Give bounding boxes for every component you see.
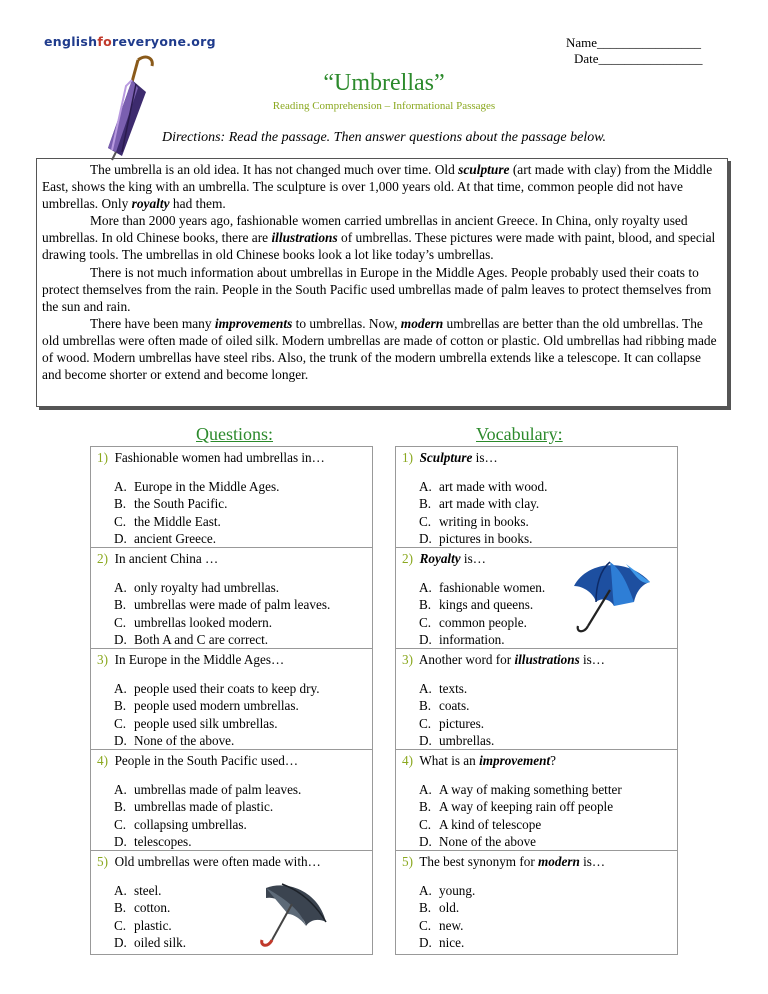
option-letter: A. bbox=[419, 580, 432, 595]
option-text: coats. bbox=[439, 698, 470, 714]
vocab-prompt bbox=[402, 753, 671, 769]
option-text: plastic. bbox=[134, 917, 172, 933]
questions-column bbox=[90, 446, 373, 955]
option-text: Europe in the Middle Ages. bbox=[134, 479, 280, 494]
option-letter: D. bbox=[114, 631, 127, 647]
option-letter: C. bbox=[114, 614, 127, 630]
vocab-option[interactable] bbox=[419, 530, 671, 547]
option-letter: D. bbox=[114, 934, 127, 950]
question-prompt bbox=[97, 652, 366, 668]
vocab-prompt-text: is… bbox=[579, 854, 606, 869]
site-logo bbox=[44, 34, 216, 49]
option-text: new. bbox=[439, 917, 464, 933]
option-text: people used silk umbrellas. bbox=[134, 715, 278, 731]
vocab-option[interactable] bbox=[419, 697, 671, 714]
question-prompt-text: People in the South Pacific used… bbox=[114, 753, 299, 768]
vocabulary-column bbox=[395, 446, 678, 955]
question-option[interactable] bbox=[114, 631, 366, 648]
question-number: 5) bbox=[97, 854, 108, 869]
reading-passage bbox=[36, 158, 728, 407]
option-letter: D. bbox=[114, 732, 127, 748]
option-letter: B. bbox=[114, 698, 127, 714]
vocab-option[interactable] bbox=[419, 882, 671, 899]
vocab-prompt-text: The best synonym for bbox=[419, 854, 539, 869]
option-letter: C. bbox=[419, 513, 432, 529]
vocab-number: 3) bbox=[402, 652, 413, 667]
option-text: telescopes. bbox=[134, 833, 192, 849]
option-letter: A. bbox=[419, 883, 432, 898]
option-text: only royalty had umbrellas. bbox=[134, 580, 280, 595]
vocab-item-4 bbox=[396, 750, 677, 851]
vocab-keyword: modern bbox=[538, 854, 580, 869]
question-option[interactable] bbox=[114, 530, 366, 547]
option-text: art made with wood. bbox=[439, 479, 548, 494]
option-text: art made with clay. bbox=[439, 496, 540, 512]
option-text: young. bbox=[439, 883, 476, 898]
question-option[interactable] bbox=[114, 596, 366, 613]
question-number: 1) bbox=[97, 450, 108, 465]
open-dark-umbrella-icon bbox=[256, 880, 332, 954]
vocab-option[interactable] bbox=[419, 732, 671, 749]
passage-paragraph-1: The umbrella is an old idea. It has not changed much over time. Old sculpture (art made with clay) from the Middle East, shows the king with an umbrella. The sculpture is over 1,000 years old. At that time, common people did not have umbrellas. Only royalty had them. bbox=[42, 162, 713, 212]
option-text: writing in books. bbox=[439, 513, 529, 529]
logo-part-fo: fo bbox=[97, 34, 112, 49]
vocab-prompt-text: What is an bbox=[419, 753, 480, 768]
question-number: 4) bbox=[97, 753, 108, 768]
option-letter: C. bbox=[114, 715, 127, 731]
name-date-block bbox=[566, 35, 703, 67]
option-letter: B. bbox=[114, 900, 127, 916]
question-options bbox=[97, 579, 366, 648]
option-text: texts. bbox=[439, 681, 468, 696]
question-item-3 bbox=[91, 649, 372, 750]
option-text: kings and queens. bbox=[439, 597, 534, 613]
question-option[interactable] bbox=[114, 732, 366, 749]
option-letter: D. bbox=[419, 631, 432, 647]
question-prompt bbox=[97, 551, 366, 567]
vocab-keyword: improvement bbox=[479, 753, 551, 768]
option-text: Both A and C are correct. bbox=[134, 631, 269, 647]
option-letter: D. bbox=[419, 732, 432, 748]
option-text: common people. bbox=[439, 614, 527, 630]
question-number: 3) bbox=[97, 652, 108, 667]
keyword-improvements: improvements bbox=[214, 315, 293, 331]
option-letter: A. bbox=[114, 479, 127, 494]
vocab-options bbox=[402, 781, 671, 850]
passage-paragraph-2: More than 2000 years ago, fashionable women carried umbrellas in ancient Greece. In China, only royalty used umbrellas. In old Chinese books, there are illustrations of umbrellas. These pictures were made with paint, blood, and special drawing tools. The umbrellas in old Chinese books look a lot like today’s umbrellas. bbox=[42, 213, 716, 263]
question-option[interactable] bbox=[114, 697, 366, 714]
vocab-option[interactable] bbox=[419, 513, 671, 530]
option-text: umbrellas made of plastic. bbox=[134, 799, 274, 815]
option-text: A way of keeping rain off people bbox=[439, 799, 614, 815]
name-line: Name________________ bbox=[566, 35, 702, 50]
keyword-royalty: royalty bbox=[131, 196, 170, 212]
worksheet-title: “Umbrellas” bbox=[323, 70, 445, 96]
vocab-keyword: Sculpture bbox=[419, 450, 473, 465]
option-letter: A. bbox=[419, 479, 432, 494]
option-letter: B. bbox=[114, 496, 127, 512]
vocab-option[interactable] bbox=[419, 899, 671, 916]
vocab-prompt-text: ? bbox=[550, 753, 556, 768]
vocab-number: 5) bbox=[402, 854, 413, 869]
option-letter: C. bbox=[114, 917, 127, 933]
option-text: pictures. bbox=[439, 715, 485, 731]
vocab-option[interactable] bbox=[419, 495, 671, 512]
question-number: 2) bbox=[97, 551, 108, 566]
option-letter: D. bbox=[114, 833, 127, 849]
option-letter: A. bbox=[114, 580, 127, 595]
option-letter: C. bbox=[419, 917, 432, 933]
question-option[interactable] bbox=[114, 833, 366, 850]
vocab-option[interactable] bbox=[419, 934, 671, 951]
vocab-number: 1) bbox=[402, 450, 413, 465]
option-text: umbrellas made of palm leaves. bbox=[134, 782, 302, 797]
vocab-prompt-text: is… bbox=[579, 652, 605, 667]
question-item-1 bbox=[91, 447, 372, 548]
option-text: A way of making something better bbox=[439, 782, 622, 797]
option-text: oiled silk. bbox=[134, 934, 187, 950]
option-text: pictures in books. bbox=[439, 530, 533, 546]
option-text: ancient Greece. bbox=[134, 530, 216, 546]
vocab-prompt bbox=[402, 450, 671, 466]
option-text: collapsing umbrellas. bbox=[134, 816, 247, 832]
question-option[interactable] bbox=[114, 478, 366, 495]
question-option[interactable] bbox=[114, 495, 366, 512]
worksheet-subtitle: Reading Comprehension – Informational Passages bbox=[272, 100, 496, 112]
keyword-modern: modern bbox=[400, 315, 444, 331]
vocab-option[interactable] bbox=[419, 833, 671, 850]
option-text: A kind of telescope bbox=[439, 816, 542, 832]
question-prompt bbox=[97, 450, 366, 466]
logo-part-reveryone: reveryone.org bbox=[111, 34, 216, 49]
vocab-prompt bbox=[402, 854, 671, 870]
question-prompt-text: Old umbrellas were often made with… bbox=[114, 854, 321, 869]
keyword-illustrations: illustrations bbox=[271, 230, 338, 246]
question-option[interactable] bbox=[114, 798, 366, 815]
vocabulary-heading: Vocabulary: bbox=[476, 424, 563, 444]
option-letter: A. bbox=[114, 681, 127, 696]
question-prompt-text: Fashionable women had umbrellas in… bbox=[114, 450, 325, 465]
option-text: umbrellas were made of palm leaves. bbox=[134, 597, 331, 613]
option-letter: D. bbox=[419, 934, 432, 950]
option-text: None of the above bbox=[439, 833, 537, 849]
option-text: people used modern umbrellas. bbox=[134, 698, 299, 714]
question-option[interactable] bbox=[114, 715, 366, 732]
question-options bbox=[97, 478, 366, 547]
option-letter: A. bbox=[114, 782, 127, 797]
option-letter: B. bbox=[419, 597, 432, 613]
option-letter: C. bbox=[114, 513, 127, 529]
passage-paragraph-4: There have been many improvements to umbrellas. Now, modern umbrellas are better than the old umbrellas. The old umbrellas were often made of oiled silk. Modern umbrellas are made of cotton or plastic. Old umbrellas had ribbing made of wood. Modern umbrellas have steel ribs. Also, the trunk of the modern umbrella extends like a telescope. It can collapse and become shorter or extend and become longer. bbox=[42, 315, 717, 383]
option-letter: B. bbox=[419, 900, 432, 916]
option-letter: D. bbox=[419, 833, 432, 849]
question-option[interactable] bbox=[114, 781, 366, 798]
vocab-option[interactable] bbox=[419, 715, 671, 732]
vocab-option[interactable] bbox=[419, 680, 671, 697]
option-letter: C. bbox=[419, 715, 432, 731]
question-option[interactable] bbox=[114, 816, 366, 833]
vocab-option[interactable] bbox=[419, 917, 671, 934]
option-letter: C. bbox=[419, 816, 432, 832]
vocab-options bbox=[402, 882, 671, 951]
option-letter: A. bbox=[114, 883, 127, 898]
passage-paragraph-3: There is not much information about umbrellas in Europe in the Middle Ages. People probably used their coats to protect themselves from the rain. People in the South Pacific used umbrellas made of palm leaves to protect themselves from the sun and rain. bbox=[42, 264, 712, 314]
option-letter: D. bbox=[114, 530, 127, 546]
vocab-number: 2) bbox=[402, 551, 413, 566]
option-text: umbrellas looked modern. bbox=[134, 614, 273, 630]
option-text: old. bbox=[439, 900, 460, 916]
option-letter: B. bbox=[419, 496, 432, 512]
open-blue-umbrella-icon bbox=[566, 556, 654, 636]
question-prompt-text: In Europe in the Middle Ages… bbox=[114, 652, 285, 667]
keyword-sculpture: sculpture bbox=[458, 162, 510, 177]
option-letter: C. bbox=[114, 816, 127, 832]
option-text: information. bbox=[439, 631, 505, 647]
question-option[interactable] bbox=[114, 513, 366, 530]
vocab-options bbox=[402, 478, 671, 547]
vocab-prompt-text: is… bbox=[460, 551, 486, 566]
vocab-option[interactable] bbox=[419, 781, 671, 798]
option-letter: C. bbox=[419, 614, 432, 630]
option-letter: A. bbox=[419, 782, 432, 797]
question-option[interactable] bbox=[114, 680, 366, 697]
question-item-2 bbox=[91, 548, 372, 649]
vocab-option[interactable] bbox=[419, 798, 671, 815]
option-text: umbrellas. bbox=[439, 732, 495, 748]
option-letter: B. bbox=[114, 597, 127, 613]
question-item-4 bbox=[91, 750, 372, 851]
vocab-option[interactable] bbox=[419, 478, 671, 495]
date-line: Date________________ bbox=[574, 51, 703, 66]
option-text: the Middle East. bbox=[134, 513, 221, 529]
option-text: cotton. bbox=[134, 900, 171, 916]
option-text: people used their coats to keep dry. bbox=[134, 681, 320, 696]
vocab-item-1 bbox=[396, 447, 677, 548]
question-option[interactable] bbox=[114, 579, 366, 596]
question-prompt bbox=[97, 854, 366, 870]
question-prompt-text: In ancient China … bbox=[114, 551, 219, 566]
vocab-prompt-text: is… bbox=[472, 450, 498, 465]
vocab-prompt-text: Another word for bbox=[418, 652, 515, 667]
question-prompt bbox=[97, 753, 366, 769]
vocab-options bbox=[402, 680, 671, 749]
option-text: fashionable women. bbox=[439, 580, 546, 595]
vocab-keyword: illustrations bbox=[514, 652, 580, 667]
vocab-keyword: Royalty bbox=[419, 551, 461, 566]
vocab-item-3 bbox=[396, 649, 677, 750]
logo-part-english: english bbox=[44, 34, 98, 49]
option-letter: B. bbox=[419, 698, 432, 714]
option-letter: B. bbox=[114, 799, 127, 815]
option-text: nice. bbox=[439, 934, 465, 950]
vocab-option[interactable] bbox=[419, 816, 671, 833]
question-options bbox=[97, 781, 366, 850]
vocab-number: 4) bbox=[402, 753, 413, 768]
option-text: None of the above. bbox=[134, 732, 235, 748]
directions-text: Directions: Read the passage. Then answer questions about the passage below. bbox=[161, 130, 607, 145]
option-letter: B. bbox=[419, 799, 432, 815]
question-option[interactable] bbox=[114, 614, 366, 631]
question-options bbox=[97, 680, 366, 749]
option-letter: A. bbox=[419, 681, 432, 696]
vocab-prompt bbox=[402, 652, 671, 668]
option-text: steel. bbox=[134, 883, 162, 898]
option-text: the South Pacific. bbox=[134, 496, 228, 512]
option-letter: D. bbox=[419, 530, 432, 546]
vocab-item-5 bbox=[396, 851, 677, 954]
questions-heading: Questions: bbox=[196, 424, 274, 444]
